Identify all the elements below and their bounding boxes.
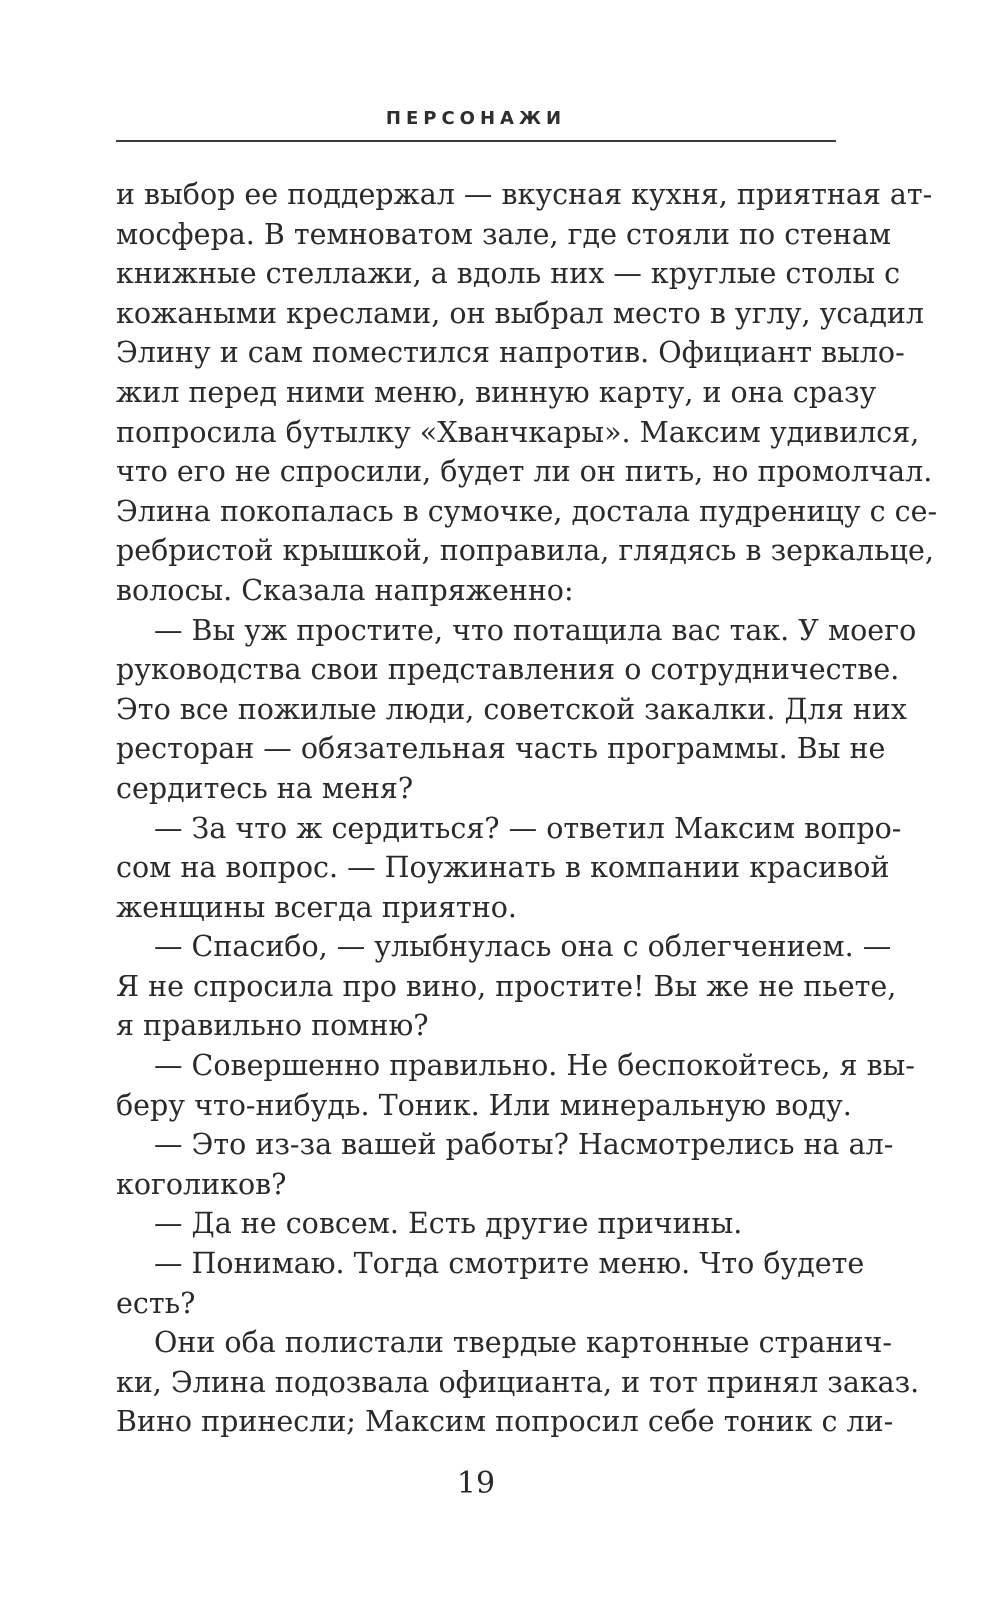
- text-line: Я не спросила про вино, простите! Вы же не пьете,: [116, 969, 897, 1003]
- text-line: сердитесь на меня?: [116, 771, 414, 805]
- text-line: — Совершенно правильно. Не беспокойтесь, я вы-: [154, 1049, 915, 1083]
- text-line: — Вы уж простите, что потащила вас так. У моего: [154, 613, 917, 647]
- text-line: Они оба полистали твердые картонные странич-: [154, 1326, 892, 1360]
- text-line: — За что ж сердиться? — ответил Максим вопро-: [154, 811, 902, 845]
- header-rule: [116, 140, 836, 142]
- text-line: книжные стеллажи, а вдоль них — круглые столы с: [116, 257, 901, 291]
- text-line: Это все пожилые люди, советской закалки. Для них: [116, 692, 907, 726]
- text-line: ресторан — обязательная часть программы. Вы не: [116, 732, 886, 766]
- text-line: женщины всегда приятно.: [116, 890, 517, 924]
- text-line: — Понимаю. Тогда смотрите меню. Что будете: [154, 1247, 865, 1281]
- text-line: ребристой крышкой, поправила, глядясь в зеркальце,: [116, 534, 934, 568]
- text-line: что его не спросили, будет ли он пить, но промолчал.: [116, 455, 933, 489]
- running-head: ПЕРСОНАЖИ: [385, 108, 567, 129]
- text-line: Вино принесли; Максим попросил себе тоник с ли-: [116, 1405, 894, 1439]
- text-line: — Спасибо, — улыбнулась она с облегчением. —: [154, 930, 892, 964]
- text-line: Элину и сам поместился напротив. Официант выло-: [116, 336, 905, 370]
- body-text: [116, 175, 938, 1442]
- text-line: жил перед ними меню, винную карту, и она сразу: [116, 375, 877, 409]
- text-line: я правильно помню?: [116, 1009, 429, 1043]
- text-line: — Да не совсем. Есть другие причины.: [154, 1207, 743, 1241]
- text-line: сом на вопрос. — Поужинать в компании красивой: [116, 851, 890, 885]
- text-line: и выбор ее поддержал — вкусная кухня, приятная ат-: [116, 178, 933, 211]
- text-line: коголиков?: [116, 1167, 287, 1201]
- text-line: кожаными креслами, он выбрал место в углу, усадил: [116, 296, 924, 330]
- text-line: беру что-нибудь. Тоник. Или минеральную воду.: [116, 1088, 852, 1122]
- text-line: попросила бутылку «Хванчкары». Максим удивился,: [116, 415, 920, 449]
- text-line: волосы. Сказала напряженно:: [116, 573, 574, 607]
- text-line: — Это из-за вашей работы? Насмотрелись на ал-: [154, 1128, 894, 1162]
- text-line: есть?: [116, 1286, 196, 1320]
- text-line: руководства свои представления о сотрудничестве.: [116, 653, 900, 687]
- text-line: ки, Элина подозвала официанта, и тот принял заказ.: [116, 1365, 920, 1399]
- page-number: 19: [456, 1466, 496, 1501]
- text-line: мосфера. В темноватом зале, где стояли по стенам: [116, 217, 891, 251]
- text-line: Элина покопалась в сумочке, достала пудреницу с се-: [116, 494, 938, 528]
